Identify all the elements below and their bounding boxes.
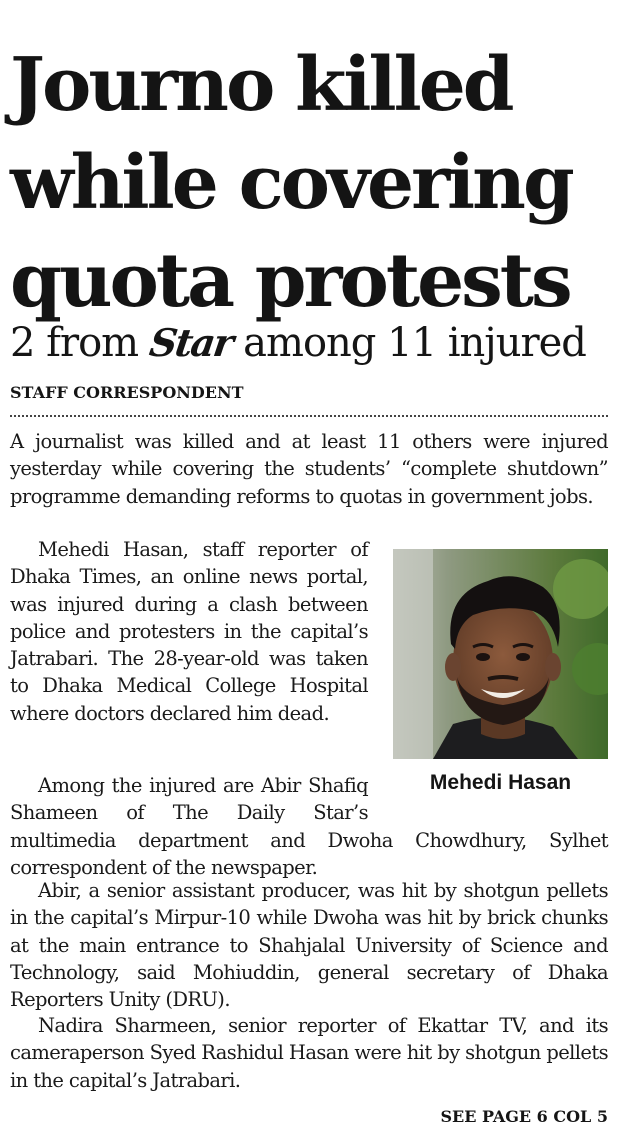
- article-paragraph: Mehedi Hasan, staff reporter of Dhaka Times, an online news portal, was injured during a clash between police and protesters in the capital’s Jatrabari. The 28-year-old was taken to Dhaka Medical College Hospital where doctors declared him dead.: [10, 538, 368, 725]
- mehedi-hasan-photo: [393, 549, 608, 759]
- article-paragraph: A journalist was killed and at least 11 others were injured yesterday while covering the students’ “complete shutdown” programme demanding reforms to quotas in government jobs.: [10, 430, 608, 508]
- caption-wrap-spacer: [368, 772, 608, 826]
- star-logo: Star: [146, 320, 235, 365]
- subheadline: [10, 318, 616, 368]
- article-paragraph: Nadira Sharmeen, senior reporter of Ekattar TV, and its cameraperson Syed Rashidul Hasan were hit by shotgun pellets in the capital’s Jatrabari.: [10, 1014, 608, 1092]
- headline-line: while covering: [10, 140, 572, 226]
- subhead-text-before: 2 from: [10, 320, 150, 366]
- headline-line: Journo killed: [10, 42, 512, 128]
- article-paragraph: [10, 772, 608, 881]
- headline-line: quota protests: [10, 238, 570, 324]
- continuation-jump-line: SEE PAGE 6 COL 5: [440, 1107, 608, 1126]
- article-paragraph-text: Among the injured are Abir Shafiq Shameen of The Daily Star’s multimedia department and Dwoha Chowdhury, Sylhet correspondent of the newspaper.: [10, 774, 608, 879]
- dotted-divider: [10, 415, 608, 417]
- subhead-text-after: among 11 injured: [231, 320, 586, 366]
- headline: [10, 36, 616, 330]
- article-paragraph: Abir, a senior assistant producer, was hit by shotgun pellets in the capital’s Mirpur-10 while Dwoha was hit by brick chunks at the main entrance to Shahjalal University of Science and Technology, said Mohiuddin, general secretary of Dhaka Reporters Unity (DRU).: [10, 879, 608, 1012]
- photo-caption: Mehedi Hasan: [429, 771, 572, 794]
- byline: STAFF CORRESPONDENT: [10, 383, 244, 402]
